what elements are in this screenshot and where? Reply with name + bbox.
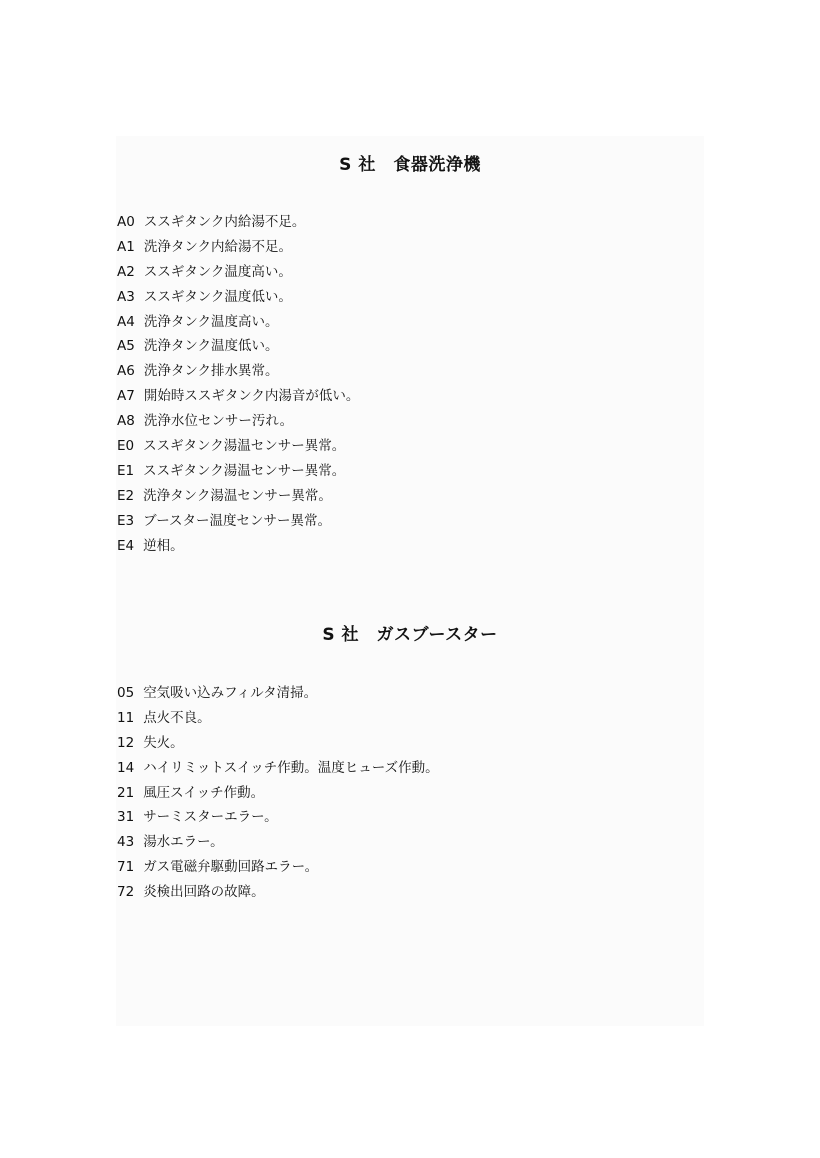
list-item	[117, 235, 359, 260]
error-description: サーミスターエラー。	[143, 809, 278, 826]
error-description: 洗浄タンク温度低い。	[143, 338, 279, 355]
list-item	[117, 880, 439, 905]
error-description: 逆相。	[143, 537, 184, 554]
error-code: 11	[117, 709, 135, 726]
error-code: 14	[117, 759, 135, 776]
list-item	[117, 459, 359, 484]
error-description: 洗浄タンク湯温センサー異常。	[143, 487, 332, 504]
error-description: ススギタンク湯温センサー異常。	[143, 438, 346, 455]
error-code: A3	[117, 288, 135, 305]
error-code: A2	[117, 263, 135, 280]
list-item	[117, 384, 359, 409]
error-code: A1	[117, 238, 135, 255]
error-description: ススギタンク湯温センサー異常。	[143, 462, 346, 479]
error-description: 空気吸い込みフィルタ清掃。	[143, 685, 318, 701]
section-title-gas-booster: S 社 ガスブースター	[322, 625, 498, 645]
error-code: E4	[117, 537, 135, 554]
list-item	[117, 409, 359, 434]
error-code: A7	[117, 388, 135, 405]
error-code: E3	[117, 512, 135, 529]
error-description: 開始時ススギタンク内湯音が低い。	[143, 388, 360, 405]
list-item	[117, 210, 359, 235]
list-item	[117, 484, 359, 509]
list-item	[117, 805, 439, 830]
error-description: 炎検出回路の故障。	[143, 884, 265, 901]
error-description: 風圧スイッチ作動。	[143, 784, 265, 801]
error-description: ススギタンク温度高い。	[143, 263, 292, 280]
list-item	[117, 359, 359, 384]
error-code: 71	[117, 859, 135, 876]
dishwasher-error-list	[117, 210, 359, 558]
list-item	[117, 855, 439, 880]
error-code: A4	[117, 313, 135, 330]
error-code: 31	[117, 809, 135, 826]
list-item	[117, 681, 439, 706]
list-item	[117, 260, 359, 285]
list-item	[117, 310, 359, 335]
list-item	[117, 731, 439, 756]
list-item	[117, 509, 359, 534]
error-code: E0	[117, 438, 135, 455]
list-item	[117, 534, 359, 559]
gas-booster-error-list	[117, 681, 439, 905]
error-description: 洗浄水位センサー汚れ。	[143, 413, 294, 430]
list-item	[117, 756, 439, 781]
error-code: A8	[117, 413, 135, 430]
error-description: 洗浄タンク温度高い。	[143, 313, 279, 330]
error-description: ガス電磁弁駆動回路エラー。	[143, 859, 319, 876]
error-description: 洗浄タンク内給湯不足。	[143, 238, 293, 255]
error-description: 湯水エラー。	[143, 834, 224, 851]
error-description: ハイリミットスイッチ作動。温度ヒューズ作動。	[143, 759, 439, 776]
error-code: 05	[117, 685, 135, 701]
error-code: E1	[117, 462, 135, 479]
list-item	[117, 434, 359, 459]
error-description: ススギタンク温度低い。	[143, 288, 292, 305]
list-item	[117, 285, 359, 310]
list-item	[117, 830, 439, 855]
list-item	[117, 706, 439, 731]
error-description: ブースター温度センサー異常。	[143, 512, 332, 529]
list-item	[117, 334, 359, 359]
error-code: E2	[117, 487, 135, 504]
error-description: 点火不良。	[143, 709, 211, 726]
error-code: A0	[117, 214, 135, 230]
error-code: A6	[117, 363, 135, 380]
error-code: 72	[117, 884, 135, 901]
error-code: A5	[117, 338, 135, 355]
error-description: 失火。	[143, 734, 184, 751]
error-code: 21	[117, 784, 135, 801]
section-title-dishwasher: S 社 食器洗浄機	[339, 155, 481, 175]
error-code: 43	[117, 834, 135, 851]
error-description: ススギタンク内給湯不足。	[143, 214, 306, 230]
error-description: 洗浄タンク排水異常。	[143, 363, 279, 380]
error-code: 12	[117, 734, 135, 751]
list-item	[117, 781, 439, 806]
